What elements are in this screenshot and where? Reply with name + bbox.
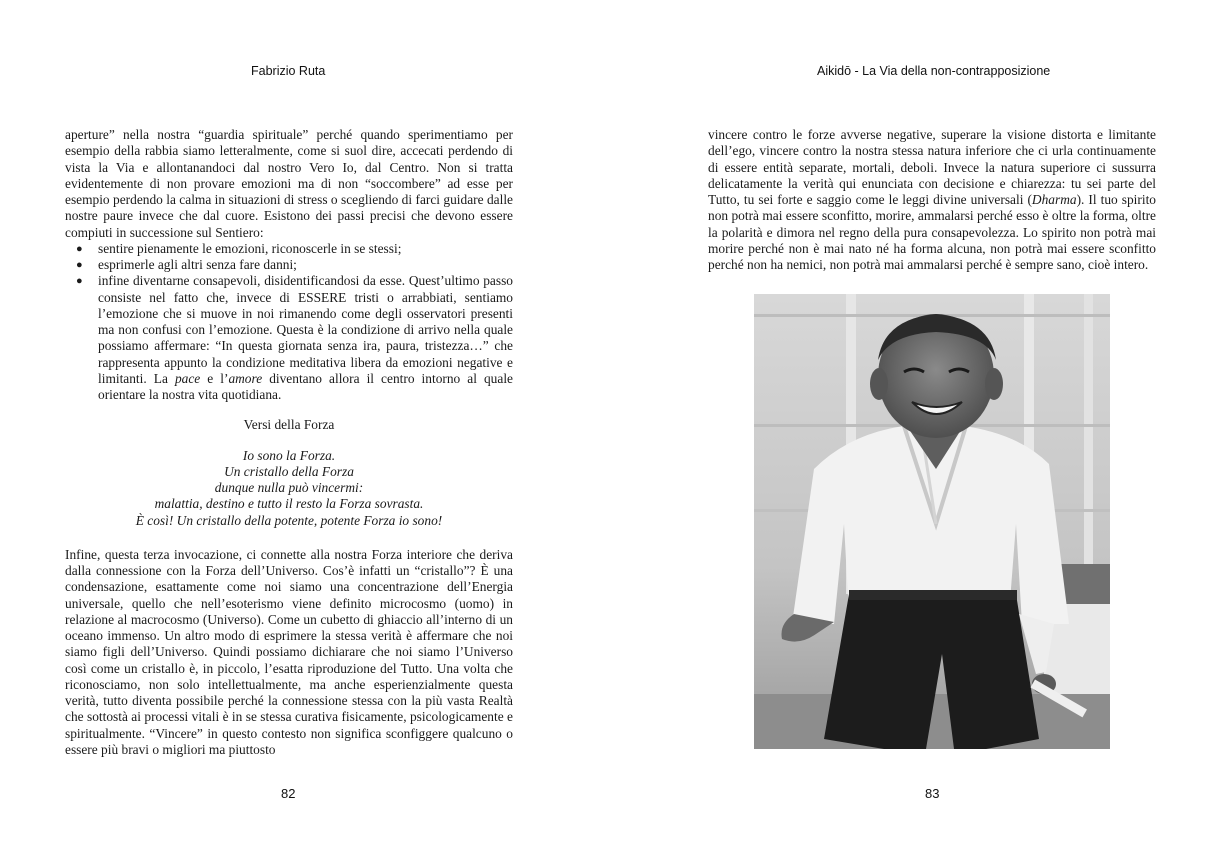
left-page — [0, 0, 609, 868]
emphasis-amore: amore — [228, 370, 263, 386]
photo-illustration — [754, 294, 1110, 749]
right-page-number: 83 — [925, 786, 940, 801]
list-item: ● sentire pienamente le emozioni, riconoscerle in se stessi; — [76, 240, 402, 256]
verse-line: malattia, destino e tutto il resto la Forza sovrasta. — [154, 496, 424, 512]
right-running-header: Aikidō - La Via della non-contrapposizione — [817, 64, 1051, 78]
list-item: ● esprimerle agli altri senza fare danni; — [76, 257, 297, 272]
photo-aikido-master — [754, 294, 1110, 749]
verse-line: Io sono la Forza. — [242, 447, 336, 463]
right-page — [609, 0, 1219, 868]
emphasis-dharma: Dharma — [1031, 192, 1077, 207]
verse-title: Versi della Forza — [243, 417, 335, 433]
left-page-number: 82 — [281, 786, 296, 801]
emphasis-pace: pace — [174, 370, 201, 386]
verse-block — [65, 448, 513, 529]
intro-paragraph: aperture” nella nostra “guardia spirituale” perché quando sperimentiamo per esempio della rabbia siamo letteralmente, come si suol dire, accecati perdendo di vista la Via e allontanandoci dal nostro Vero Io, dal Centro. Non si tratta evidentemente di non provare emozioni ma di non “soccombere” ad esse per esempio perdendo la calma in situazioni di stress o scegliendo di farci guidare dalle nostre paure invece che dal cuore. Esistono dei passi precisi che devono essere compiuti in successione sul Sentiero: — [65, 127, 513, 240]
list-item: ● infine diventarne consapevoli, disidentificandosi da esse. Quest’ultimo passo consiste nel fatto che, invece di ESSERE tristi o arrabbiati, sentiamo l’emozione che si muove in noi rimanendo come degli osservatori presenti ma non confusi con l’emozione. Questa è la condizione di arrivo nella quale possiamo affermare: “In questa giornata senza ira, paura, tristezza…” che rappresenta appunto la condizione meditativa libera da emozioni negative e limitanti. La pace e l’amore diventano allora il centro intorno al quale orientare la nostra vita quotidiana. — [76, 273, 513, 402]
bullet-icon: ● — [76, 275, 83, 288]
closing-paragraph: Infine, questa terza invocazione, ci connette alla nostra Forza interiore che deriva dalla connessione con la Forza dell’Universo. Cos’è infatti un “cristallo”? È una condensazione, esattamente come noi siamo una concentrazione dell’Energia universale, quello che nell’esoterismo viene definito microcosmo (uomo) in relazione al macrocosmo (Universo). Come un cubetto di ghiaccio all’interno di un oceano immenso. Un altro modo di esprimere la stessa verità è affermare che noi siamo figli dell’Universo. Quindi possiamo dichiarare che noi siamo l’Universo così come un cristallo è, in piccolo, l’esatta riproduzione del Tutto. Una volta che riconosciamo, non solo intellettualmente, ma anche esperienzialmente questa verità, tutto diventa possibile perché la connessione stessa con la più vasta Realtà che sottostà ai processi vitali è in se stessa curativa fisicamente, psicologicamente e spiritualmente. “Vincere” in questo contesto non significa sconfiggere qualcuno o essere più bravi o migliori ma piuttosto — [65, 546, 513, 757]
verse-line: Un cristallo della Forza — [224, 463, 354, 479]
bullet-icon: ● — [76, 259, 83, 271]
left-text-block — [65, 127, 513, 758]
verse-line: dunque nulla può vincermi: — [214, 480, 364, 495]
steps-list — [65, 241, 513, 404]
left-running-header: Fabrizio Ruta — [251, 64, 326, 78]
right-text-block — [708, 127, 1156, 273]
continuation-paragraph: vincere contro le forze avverse negative, superare la visione distorta e limitante dell’ego, vincere contro la nostra stessa natura inferiore che ci urla continuamente di essere entità separate, mortali, deboli. Invece la natura superiore ci sussurra delicatamente la verità qui enunciata con decisione e chiarezza: tu sei parte del Tutto, tu sei forte e saggio come le leggi divine universali (Dharma). Il tuo spirito non potrà mai essere sconfitto, morire, ammalarsi perché esso è oltre la forma, oltre la polarità e dimora nel regno della pura consapevolezza. Lo spirito non potrà mai morire perché non è mai nato né ha forma alcuna, non potrà mai essere sconfitto perché non ha nemici, non potrà mai ammalarsi perché è sempre sano, cioè intero. — [708, 127, 1156, 272]
bullet-icon: ● — [76, 242, 83, 255]
verse-line: È così! Un cristallo della potente, potente Forza io sono! — [135, 512, 443, 528]
